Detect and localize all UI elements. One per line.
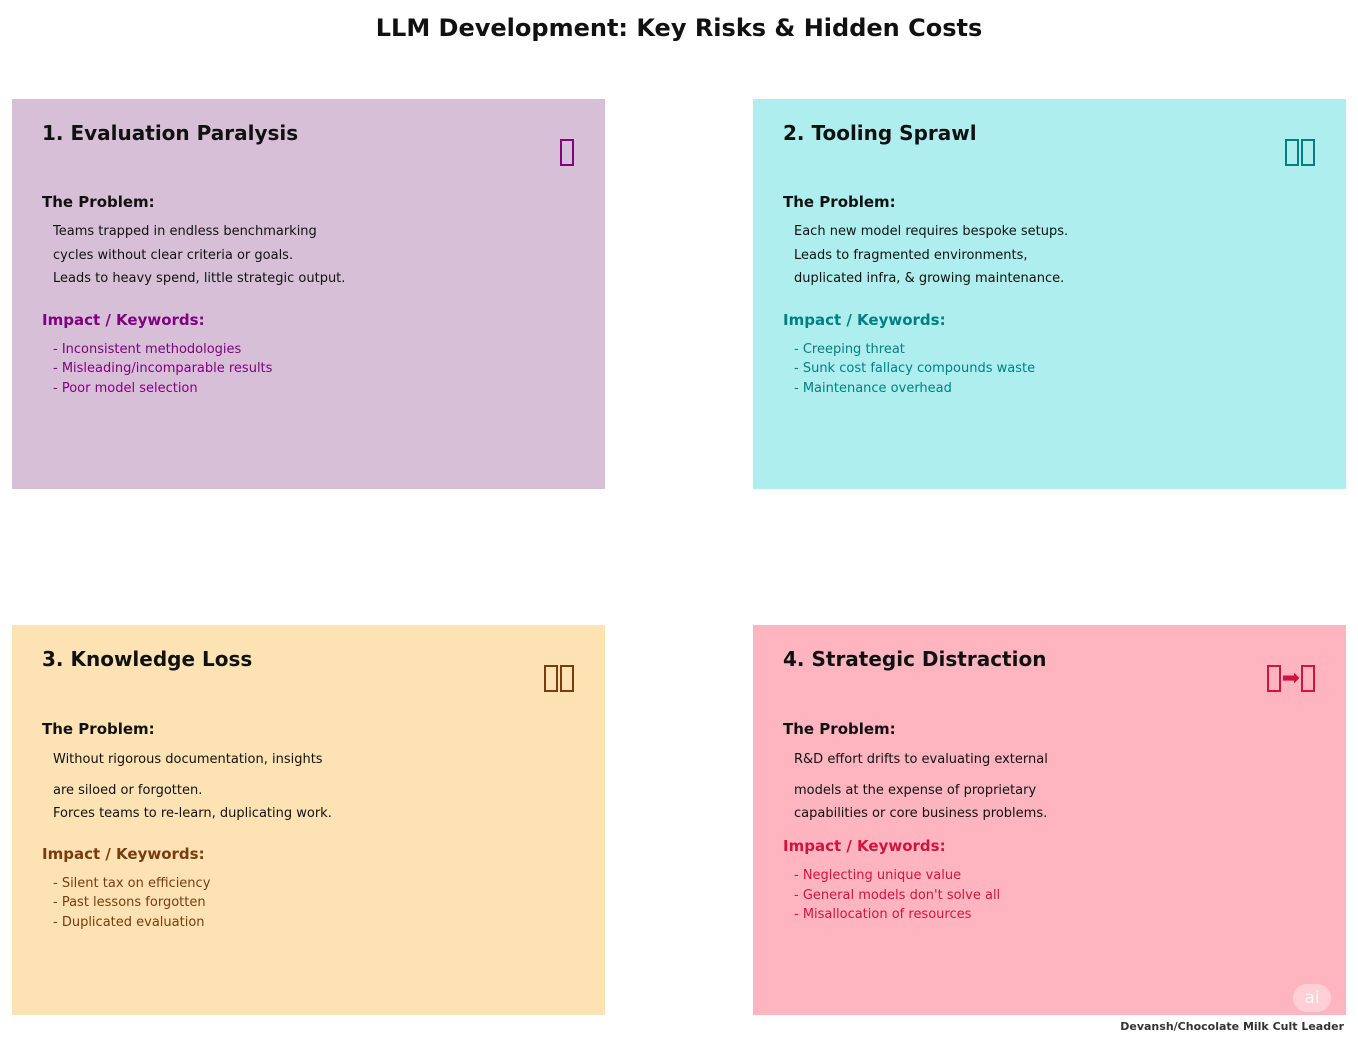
card-title: 1. Evaluation Paralysis [42,121,299,145]
card-tooling-sprawl [753,99,1346,489]
keyword: - General models don't solve all [794,888,1001,903]
keyword: - Neglecting unique value [794,868,962,883]
keyword: - Sunk cost fallacy compounds waste [794,361,1036,376]
card-title: 4. Strategic Distraction [783,647,1047,671]
missing-glyph-icon [559,139,575,166]
problem-label: The Problem: [42,720,155,738]
keyword: - Past lessons forgotten [53,895,206,910]
problem-line: Leads to heavy spend, little strategic output. [53,271,346,286]
keyword: - Duplicated evaluation [53,915,205,930]
problem-label: The Problem: [783,193,896,211]
keyword: - Silent tax on efficiency [53,876,211,891]
impact-label: Impact / Keywords: [42,845,205,863]
keyword: - Maintenance overhead [794,381,952,396]
missing-glyph-pair-icon [1284,139,1316,166]
card-title: 3. Knowledge Loss [42,647,253,671]
problem-line: models at the expense of proprietary [794,783,1037,798]
card-strategic-distraction [753,625,1346,1015]
keyword: - Misleading/incomparable results [53,361,273,376]
problem-line: R&D effort drifts to evaluating external [794,752,1048,767]
keyword: - Creeping threat [794,342,905,357]
problem-line: are siloed or forgotten. [53,783,203,798]
problem-line: Teams trapped in endless benchmarking [53,224,317,239]
credit-text: Devansh/Chocolate Milk Cult Leader [1120,1020,1344,1033]
problem-line: duplicated infra, & growing maintenance. [794,271,1065,286]
impact-label: Impact / Keywords: [783,311,946,329]
page-title: LLM Development: Key Risks & Hidden Costs [375,14,983,42]
watermark-logo: ai [1293,984,1331,1012]
problem-line: capabilities or core business problems. [794,806,1048,821]
card-evaluation-paralysis [12,99,605,489]
impact-label: Impact / Keywords: [783,837,946,855]
card-title: 2. Tooling Sprawl [783,121,977,145]
problem-line: cycles without clear criteria or goals. [53,248,294,263]
problem-label: The Problem: [783,720,896,738]
card-knowledge-loss [12,625,605,1015]
keyword: - Misallocation of resources [794,907,972,922]
problem-line: Each new model requires bespoke setups. [794,224,1069,239]
impact-label: Impact / Keywords: [42,311,205,329]
problem-line: Leads to fragmented environments, [794,248,1028,263]
problem-line: Without rigorous documentation, insights [53,752,323,767]
missing-glyph-pair-icon [543,665,575,692]
keyword: - Poor model selection [53,381,198,396]
keyword: - Inconsistent methodologies [53,342,242,357]
missing-glyph-arrow-icon: ➡ [1266,665,1316,692]
problem-line: Forces teams to re-learn, duplicating work. [53,806,332,821]
problem-label: The Problem: [42,193,155,211]
